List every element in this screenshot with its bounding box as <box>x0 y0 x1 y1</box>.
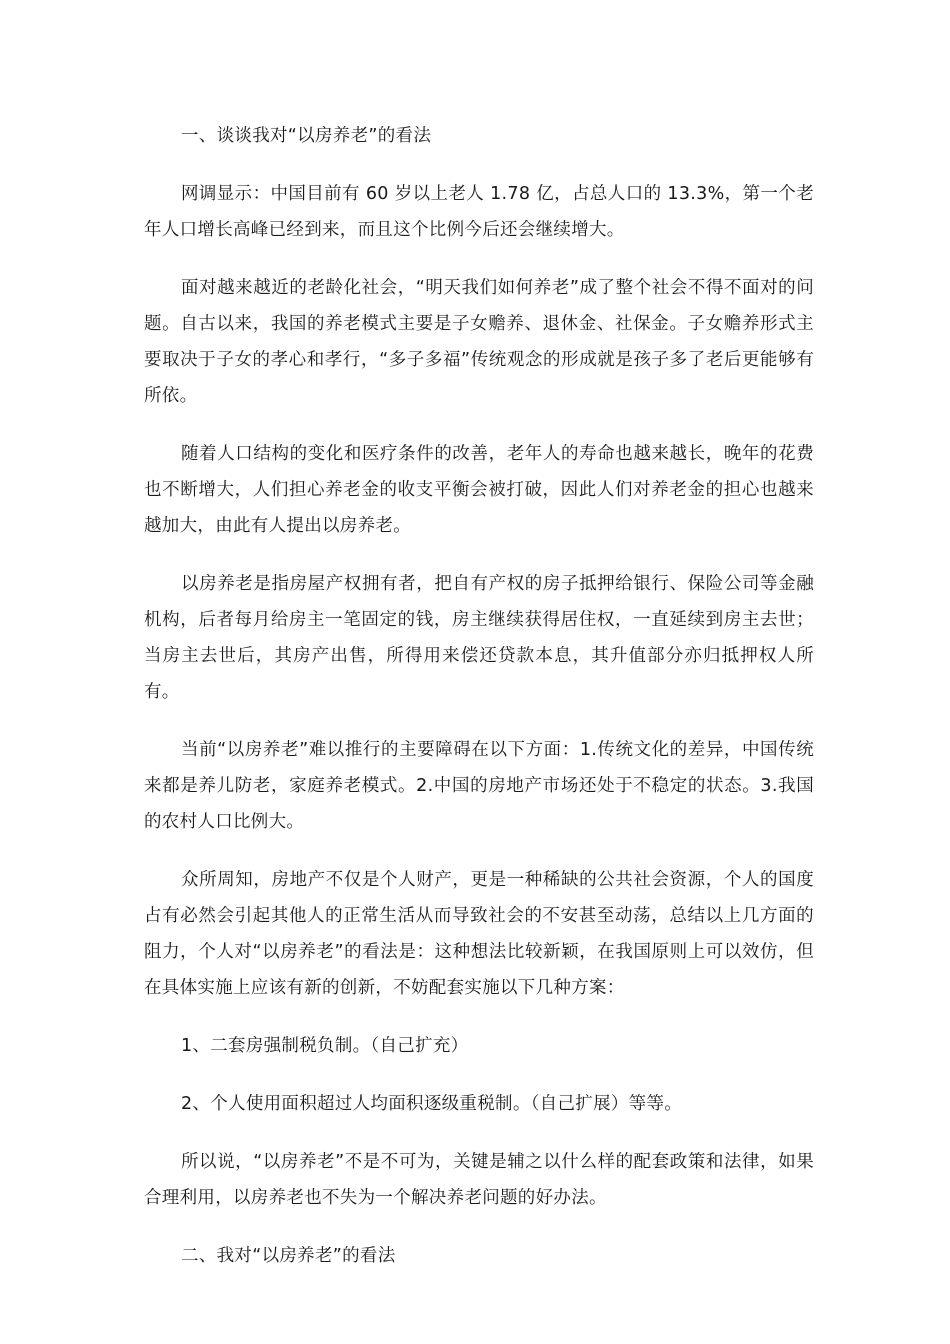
document-body <box>144 118 814 1296</box>
paragraph-life-expectancy: 随着人口结构的变化和医疗条件的改善，老年人的寿命也越来越长，晚年的花费也不断增大，人们担心养老金的收支平衡会被打破，因此人们对养老金的担心也越来越加大，由此有人提出以房养老。 <box>144 444 814 536</box>
list-item-proposal-1: 1、二套房强制税负制。（自己扩充） <box>181 1036 469 1056</box>
paragraph-statistics: 网调显示：中国目前有 60 岁以上老人 1.78 亿，占总人口的 13.3%，第一个老年人口增长高峰已经到来，而且这个比例今后还会继续增大。 <box>144 184 814 240</box>
paragraph-opinion: 众所周知，房地产不仅是个人财产，更是一种稀缺的公共社会资源，个人的国度占有必然会引起其他人的正常生活从而导致社会的不安甚至动荡，总结以上几方面的阻力，个人对“以房养老”的看法是：这种想法比较新颖，在我国原则上可以效仿，但在具体实施上应该有新的创新，不妨配套实施以下几种方案： <box>144 870 814 998</box>
paragraph-obstacles: 当前“以房养老”难以推行的主要障碍在以下方面：1.传统文化的差异，中国传统来都是养儿防老，家庭养老模式。2.中国的房地产市场还处于不稳定的状态。3.我国的农村人口比例大。 <box>144 740 814 832</box>
list-item-proposal-2: 2、个人使用面积超过人均面积逐级重税制。（自己扩展）等等。 <box>181 1094 683 1114</box>
section-heading-1: 一、谈谈我对“以房养老”的看法 <box>181 126 432 146</box>
paragraph-aging-society: 面对越来越近的老龄化社会，“明天我们如何养老”成了整个社会不得不面对的问题。自古以来，我国的养老模式主要是子女赡养、退休金、社保金。子女赡养形式主要取决于子女的孝心和孝行，“多子多福”传统观念的形成就是孩子多了老后更能够有所依。 <box>144 278 814 406</box>
section-heading-2: 二、我对“以房养老”的看法 <box>181 1246 396 1266</box>
paragraph-definition: 以房养老是指房屋产权拥有者，把自有产权的房子抵押给银行、保险公司等金融机构，后者每月给房主一笔固定的钱，房主继续获得居住权，一直延续到房主去世；当房主去世后，其房产出售，所得用来偿还贷款本息，其升值部分亦归抵押权人所有。 <box>144 574 814 702</box>
paragraph-conclusion: 所以说，“以房养老”不是不可为，关键是辅之以什么样的配套政策和法律，如果合理利用，以房养老也不失为一个解决养老问题的好办法。 <box>144 1152 814 1208</box>
